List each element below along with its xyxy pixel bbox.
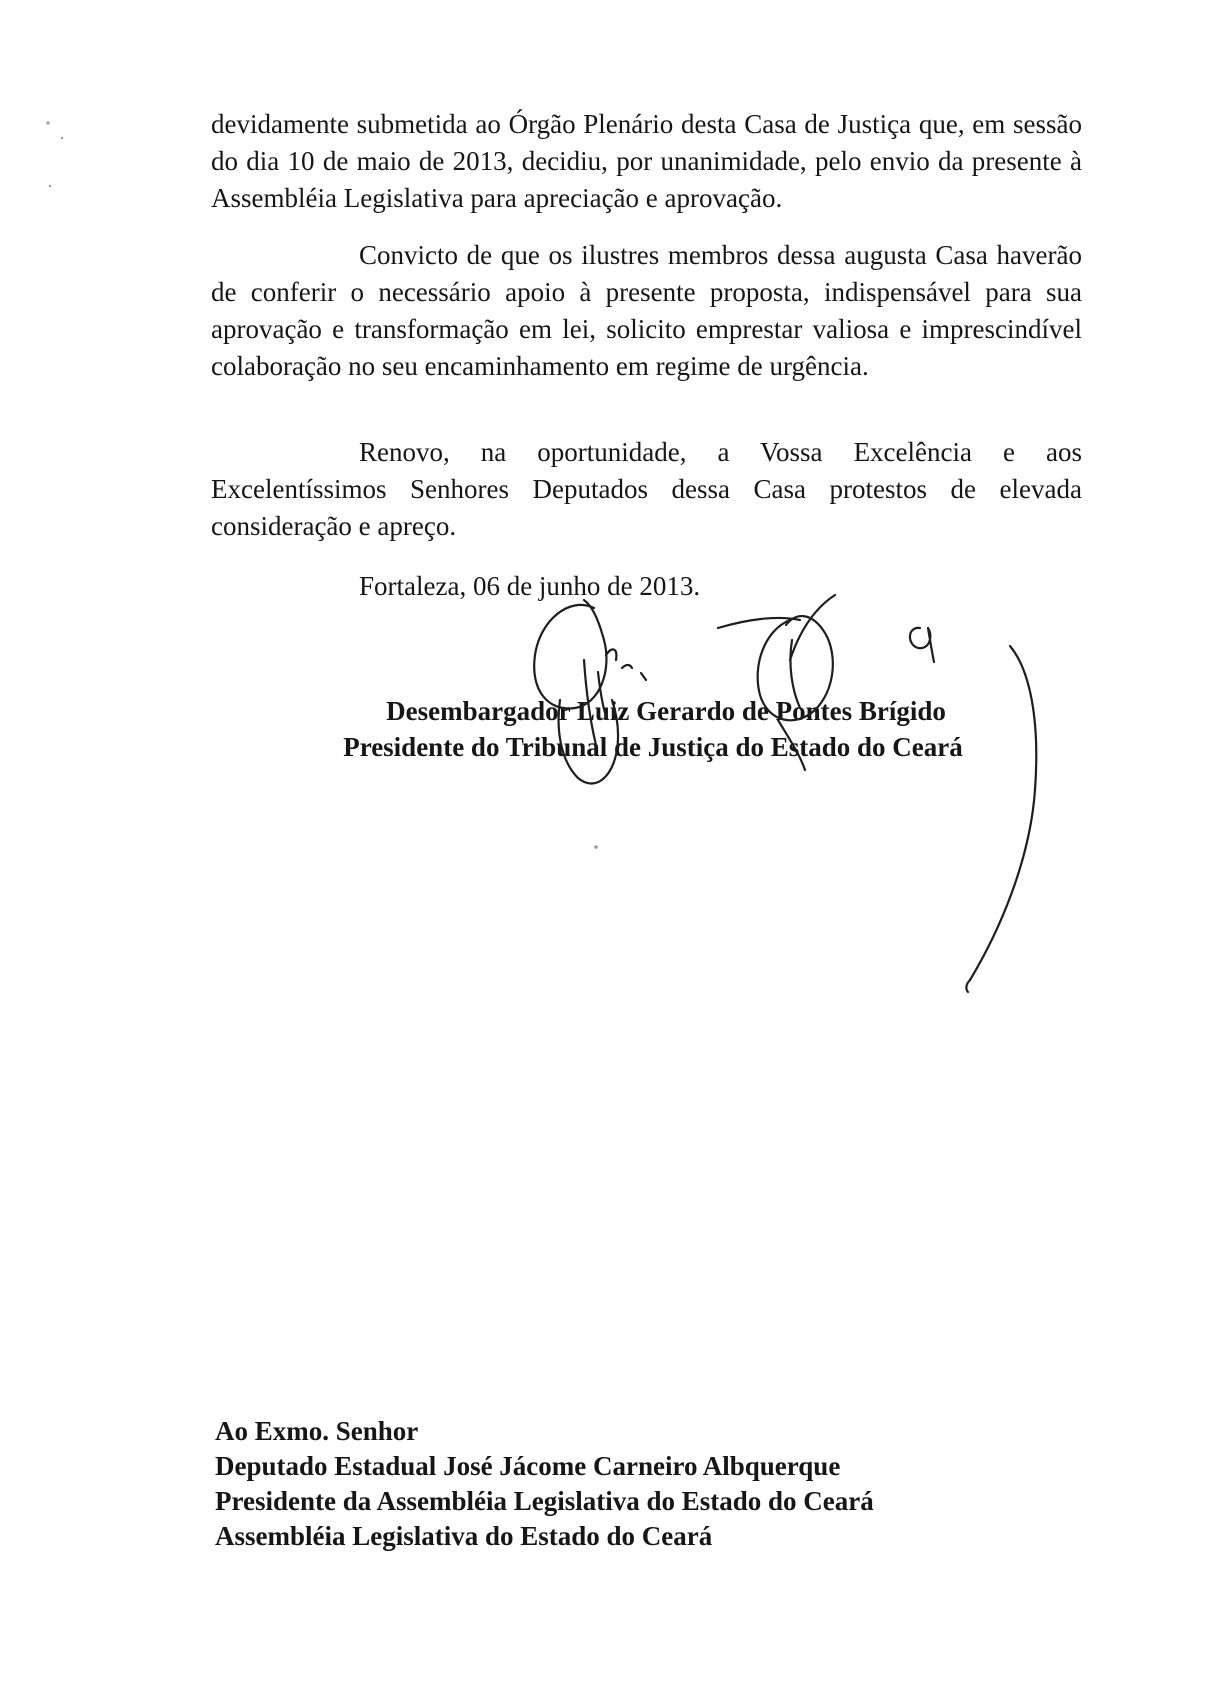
- addressee-organization: Assembléia Legislativa do Estado do Ceará: [215, 1521, 713, 1551]
- addressee-salutation: Ao Exmo. Senhor: [215, 1416, 419, 1446]
- body-paragraph-3: Renovo, na oportunidade, a Vossa Excelência e aos Excelentíssimos Senhores Deputados dessa Casa protestos de elevada consideração e apreço.: [211, 437, 1082, 541]
- signatory-name: Desembargador Luiz Gerardo de Pontes Brígido: [386, 696, 946, 726]
- signatory-block: [316, 693, 1016, 765]
- date-line: Fortaleza, 06 de junho de 2013.: [359, 571, 701, 601]
- addressee-title: Presidente da Assembléia Legislativa do Estado do Ceará: [215, 1486, 874, 1516]
- body-paragraph-2: Convicto de que os ilustres membros dessa augusta Casa haverão de conferir o necessário apoio à presente proposta, indispensável para sua aprovação e transformação em lei, solicito emprestar valiosa e imprescindível colaboração no seu encaminhamento em regime de urgência.: [211, 240, 1082, 381]
- addressee-block: [215, 1414, 874, 1554]
- addressee-name: Deputado Estadual José Jácome Carneiro Albquerque: [215, 1451, 841, 1481]
- body-paragraph-1: devidamente submetida ao Órgão Plenário desta Casa de Justiça que, em sessão do dia 10 de maio de 2013, decidiu, por unanimidade, pelo envio da presente à Assembléia Legislativa para apreciação e aprovação.: [211, 109, 1082, 213]
- signatory-title: Presidente do Tribunal de Justiça do Estado do Ceará: [343, 732, 963, 762]
